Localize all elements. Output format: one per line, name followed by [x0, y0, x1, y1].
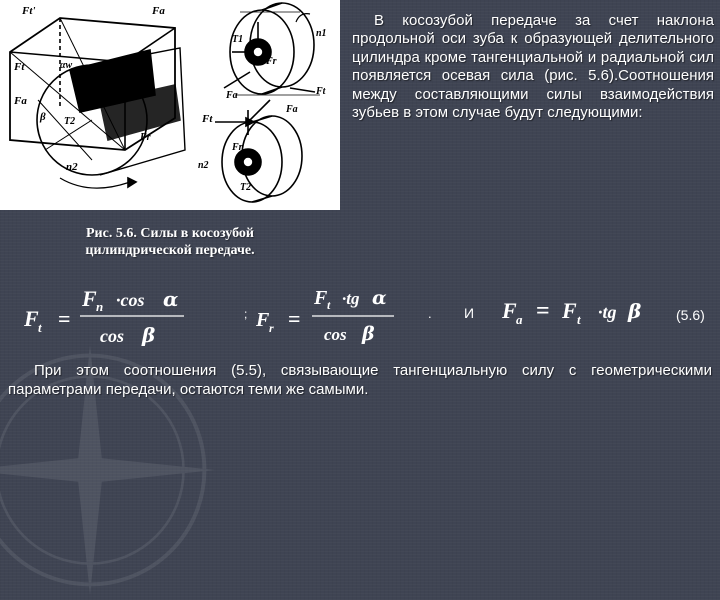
formula-fa — [501, 298, 641, 327]
label-t2: T2 — [64, 116, 76, 127]
f1-alpha: α — [163, 287, 179, 311]
formula-svg — [0, 280, 720, 350]
f1-den: cos — [100, 326, 124, 346]
label-fa-top: Fa — [152, 5, 165, 17]
f2-beta: β — [362, 323, 375, 345]
f1-num-rest: ·cos — [116, 290, 145, 310]
label-ft-low: Ft — [316, 86, 326, 97]
sep-semicolon: ; — [244, 307, 248, 321]
f1-lhs: F — [24, 306, 39, 331]
intro-paragraph: В косозубой передаче за счет наклона продольной оси зуба к образующей делительного цилиндра кроме тангенциальной и радиальной сил появляется осевая сила (рис. 5.6).Соотношения между составляющими силы взаимодействия зубьев в этом случае будут следующими: — [352, 12, 714, 122]
label-alpha: αw — [60, 60, 73, 71]
label-ft-prime: Ft' — [22, 5, 36, 17]
label-beta: β — [40, 111, 46, 123]
f2-num-rest: ·tg — [342, 289, 360, 308]
formula-ft — [23, 286, 184, 347]
label-fr-low: Fr — [232, 142, 243, 153]
f2-lhs: F — [256, 309, 270, 331]
f1-lhs-sub: t — [38, 320, 42, 335]
closing-paragraph: При этом соотношения (5.5), связывающие тангенциальную силу с геометрическими параметрами передачи, остаются теми же самыми. — [8, 362, 712, 398]
f3-lhs: F — [502, 298, 517, 323]
label-t1: T1 — [232, 34, 244, 45]
f3-beta: β — [628, 299, 642, 323]
caption-line-2: цилиндрической передаче. — [85, 243, 255, 258]
f2-alpha: α — [372, 287, 387, 309]
gear-forces-figure — [0, 0, 340, 210]
f1-eq: = — [58, 306, 71, 331]
f1-num: F — [82, 286, 97, 311]
f2-eq: = — [288, 306, 301, 331]
formula-row — [0, 280, 720, 350]
label-n1: n1 — [316, 28, 327, 39]
formula-fr — [255, 287, 394, 345]
label-n2-low: n2 — [198, 160, 209, 171]
label-fa-left: Fa — [14, 95, 27, 107]
f2-num-sub: t — [327, 298, 331, 312]
and-word: И — [464, 305, 475, 321]
f3-rhs: F — [562, 298, 577, 323]
label-fr: Fr — [140, 132, 151, 143]
label-ft-mid: Ft — [202, 113, 213, 125]
label-t2-low: T2 — [240, 182, 252, 193]
gear-forces-drawing — [0, 0, 340, 210]
f3-rest: ·tg — [598, 302, 617, 322]
sep-dot: . — [428, 306, 432, 321]
label-fa-right: Fa — [226, 90, 238, 101]
label-n2: n2 — [66, 161, 78, 173]
f2-lhs-sub: r — [269, 321, 274, 335]
f2-den: cos — [324, 325, 347, 344]
f3-eq: = — [536, 298, 550, 324]
f1-num-sub: n — [96, 299, 104, 314]
label-ft-left: Ft — [14, 61, 25, 73]
f2-num: F — [314, 287, 328, 309]
figure-caption — [40, 225, 300, 259]
f1-beta: β — [142, 323, 156, 347]
caption-line-1: Рис. 5.6. Силы в косозубой — [86, 226, 254, 241]
label-d2: d2 — [88, 86, 98, 97]
f3-lhs-sub: a — [516, 312, 523, 327]
label-fa-mid: Fa — [286, 104, 298, 115]
f3-rhs-sub: t — [577, 312, 581, 327]
equation-number: (5.6) — [676, 307, 705, 323]
label-fr-right: Fr — [266, 56, 277, 67]
